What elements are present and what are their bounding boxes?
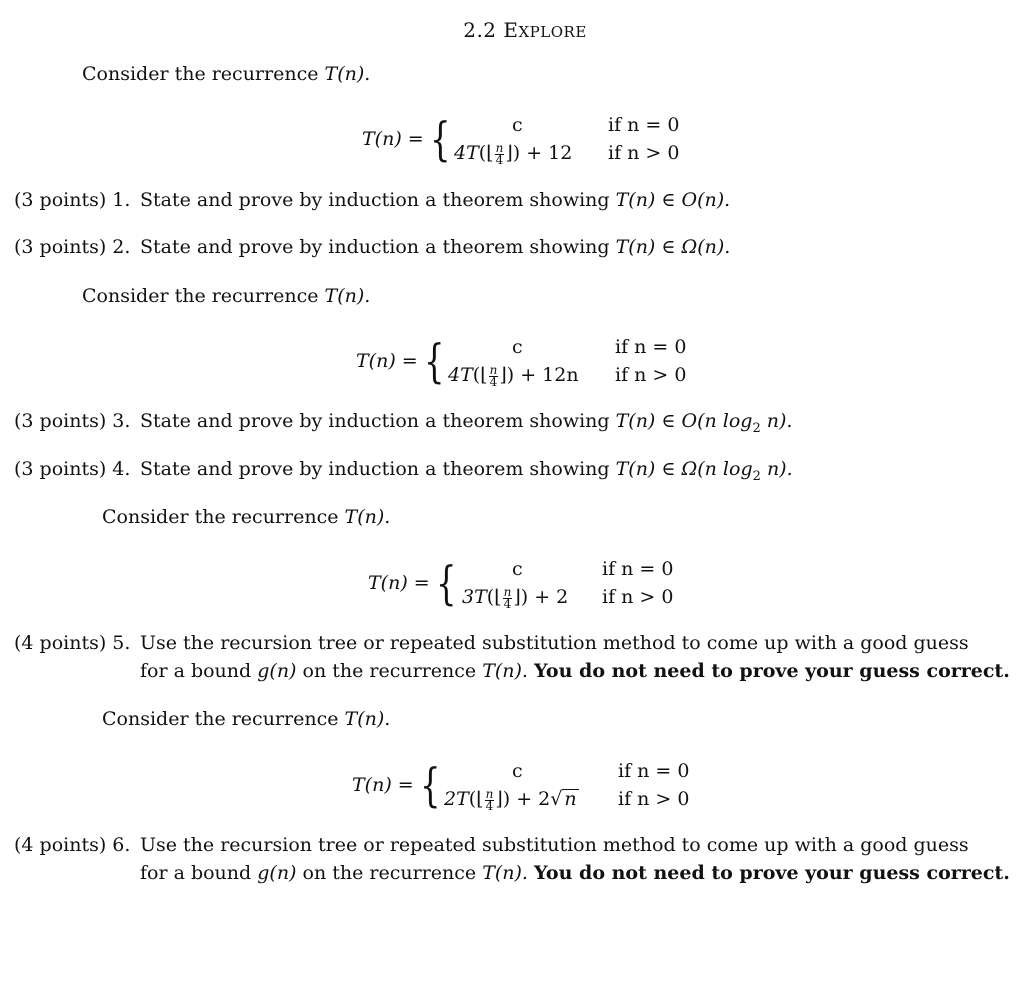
equation-lhs: T(n) = [356,350,418,372]
base-condition: if n = 0 [618,760,690,782]
recurrence-intro-2: Consider the recurrence T(n). [82,285,371,307]
recurrence-intro-1: Consider the recurrence T(n). [82,63,371,85]
problem-4-text: State and prove by induction a theorem showing T(n) ∈ Ω(n $\log_2 n$). [140,458,793,484]
section-title-initial: E [503,18,519,42]
base-value: c [512,114,523,136]
section-title-rest: XPLORE [518,23,587,41]
problem-6-note: You do not need to prove your guess correct. [534,862,1010,884]
recurrence-intro-4: Consider the recurrence T(n). [102,708,391,730]
recursive-condition: if n > 0 [608,142,680,164]
brace-icon: { [420,758,441,812]
equation-4 [352,758,697,818]
section-title [0,18,1024,42]
recursive-case: 2T(⌊ $\frac{n}{4}$ ⌋) + 2√ n [444,786,577,813]
equation-2 [356,334,696,394]
recursive-case: 4T(⌊ $\frac{n}{4}$ ⌋) + 12 [454,140,573,167]
brace-icon: { [424,334,445,388]
problem-5-label: (4 points) 5. [14,632,131,654]
base-value: c [512,558,523,580]
equation-lhs: T(n) = [352,774,414,796]
problem-2-label: (3 points) 2. [14,236,131,258]
brace-icon: { [430,112,451,166]
base-condition: if n = 0 [615,336,687,358]
recursive-condition: if n > 0 [602,586,674,608]
recurrence-intro-3: Consider the recurrence T(n). [102,506,391,528]
recursive-condition: if n > 0 [618,788,690,810]
problem-3-text: State and prove by induction a theorem showing T(n) ∈ O(n $\log_2 n$). [140,410,793,436]
equation-lhs: T(n) = [362,128,424,150]
base-value: c [512,336,523,358]
problem-1-text: State and prove by induction a theorem showing T(n) ∈ O(n). [140,189,731,211]
problem-5-note: You do not need to prove your guess correct. [534,660,1010,682]
problem-4-label: (3 points) 4. [14,458,131,480]
base-condition: if n = 0 [608,114,680,136]
recursive-condition: if n > 0 [615,364,687,386]
square-root: √ n [550,788,577,810]
base-value: c [512,760,523,782]
problem-2-text: State and prove by induction a theorem showing T(n) ∈ Ω(n). [140,236,731,258]
section-number: 2.2 [463,18,497,42]
problem-6-label: (4 points) 6. [14,834,131,856]
equation-1 [362,112,692,172]
problem-5-line-1: Use the recursion tree or repeated substitution method to come up with a good guess [140,632,969,654]
equation-lhs: T(n) = [368,572,430,594]
problem-1-label: (3 points) 1. [14,189,131,211]
problem-5-line-2: for a bound g(n) on the recurrence T(n). You do not need to prove your guess correct. [140,660,1010,682]
problem-6-line-1: Use the recursion tree or repeated substitution method to come up with a good guess [140,834,969,856]
problem-3-label: (3 points) 3. [14,410,131,432]
recursive-case: 4T(⌊ $\frac{n}{4}$ ⌋) + 12n [448,362,579,389]
base-condition: if n = 0 [602,558,674,580]
recursive-case: 3T(⌊ $\frac{n}{4}$ ⌋) + 2 [462,584,569,611]
problem-6-line-2: for a bound g(n) on the recurrence T(n). You do not need to prove your guess correct. [140,862,1010,884]
brace-icon: { [436,556,457,610]
equation-3 [368,556,688,616]
